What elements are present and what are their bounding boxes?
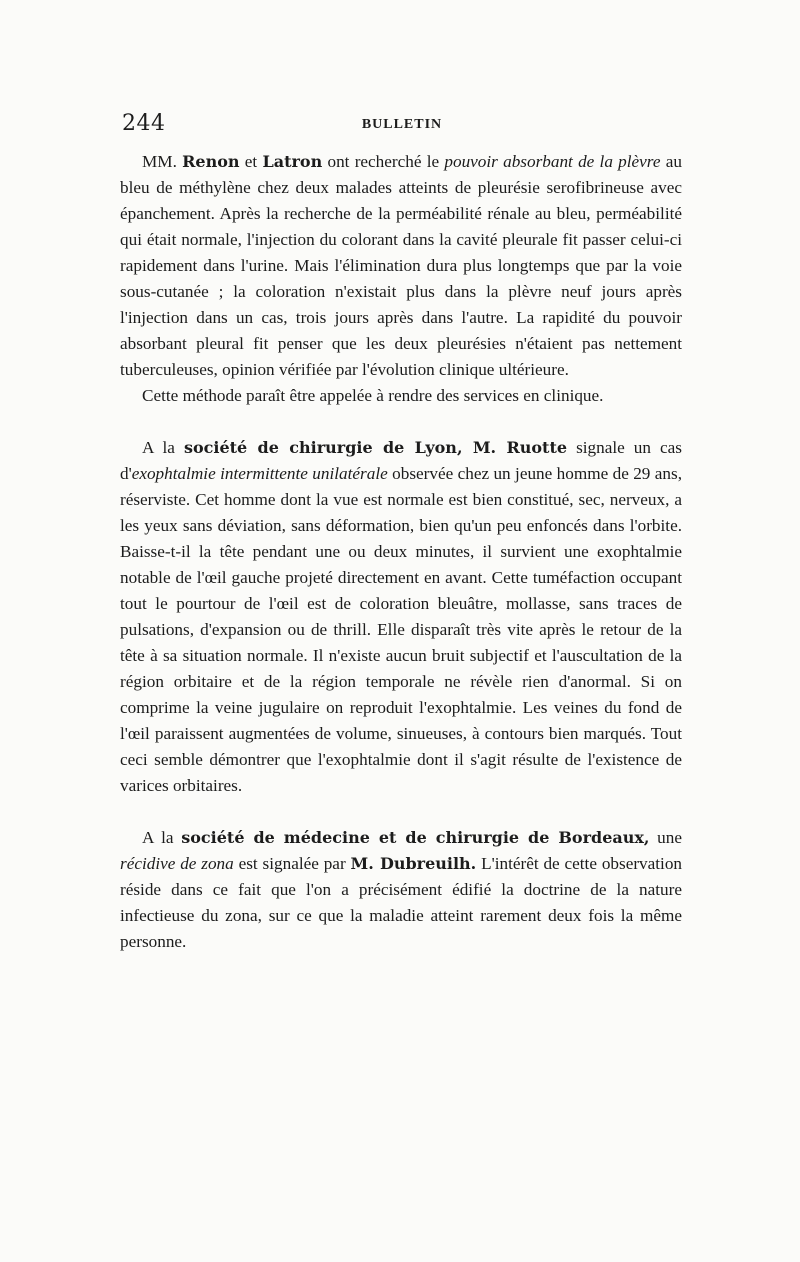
text-run: A la: [142, 828, 182, 847]
society-name: société de chirurgie de Lyon, M. Ruotte: [183, 438, 568, 457]
text-run: A la: [142, 438, 184, 457]
author-name: M. Dubreuilh.: [350, 854, 477, 873]
page-body: [120, 149, 682, 955]
text-run: au bleu de méthylène chez deux malades atteints de pleurésie serofibrineuse avec épanchement. Après la recherche de la perméabilité rénale au bleu, perméabilité qui était normale, l'injection du colorant dans la cavité pleurale fit passer celui-ci rapidement dans l'urine. Mais l'élimination dura plus longtemps que par la voie sous-cutanée ; la coloration n'existait plus dans la plèvre neuf jours après l'injection dans un cas, trois jours après dans l'autre. La rapidité du pouvoir absorbant pleural fit penser que les deux pleurésies n'étaient pas nettement tuberculeuses, opinion vérifiée par l'évolution clinique ultérieure.: [120, 152, 682, 379]
italic-term: exophtalmie intermittente unilatérale: [131, 464, 388, 483]
text-run: MM.: [142, 152, 183, 171]
text-run: signale un cas d': [120, 438, 682, 483]
text-run: observée chez un jeune homme de 29 ans, réserviste. Cet homme dont la vue est normale est bien constitué, sec, nerveux, a les yeux sans déviation, sans déformation, bien qu'un peu enfoncés dans l'orbite. Baisse-t-il la tête pendant une ou deux minutes, il survient une exophtalmie notable de l'œil gauche projeté directement en avant. Cette tuméfaction occupant tout le pourtour de l'œil est de coloration bleuâtre, mollasse, sans traces de pulsations, d'expansion ou de thrill. Elle disparaît très vite après le retour de la tête à sa situation normale. Il n'existe aucun bruit subjectif et l'auscultation de la région orbitaire et de la région temporale ne révèle rien d'anormal. Si on comprime la veine jugulaire on reproduit l'exophtalmie. Les veines du fond de l'œil paraissent augmentées de volume, sinueuses, à contours bien marqués. Tout ceci semble démontrer que l'exophtalmie dont il s'agit résulte de l'existence de varices orbitaires.: [120, 464, 682, 795]
text-run: et: [239, 152, 263, 171]
text-run: ont recherché le: [322, 152, 445, 171]
paragraph-lyon: [120, 435, 682, 799]
paragraph-methode: Cette méthode paraît être appelée à rendre des services en clinique.: [142, 386, 604, 405]
author-name: Renon: [182, 152, 240, 171]
paragraph-bordeaux: [120, 825, 682, 955]
page-number: 244: [122, 111, 166, 136]
society-name: société de médecine et de chirurgie de Bordeaux,: [181, 828, 650, 847]
text-run: une: [649, 828, 683, 847]
text-run: est signalée par: [233, 854, 351, 873]
author-name: Latron: [262, 152, 323, 171]
text-run: L'intérêt de cette observation réside dans ce fait que l'on a précisément édifié la doctrine de la nature infectieuse du zona, sur ce que la maladie atteint rarement deux fois la même personne.: [120, 854, 683, 951]
page-header: [122, 111, 682, 141]
paragraph-renon-latron: [120, 149, 682, 383]
running-head: BULLETIN: [361, 117, 443, 132]
italic-term: récidive de zona: [120, 854, 234, 873]
italic-term: pouvoir absorbant de la plèvre: [444, 152, 661, 171]
